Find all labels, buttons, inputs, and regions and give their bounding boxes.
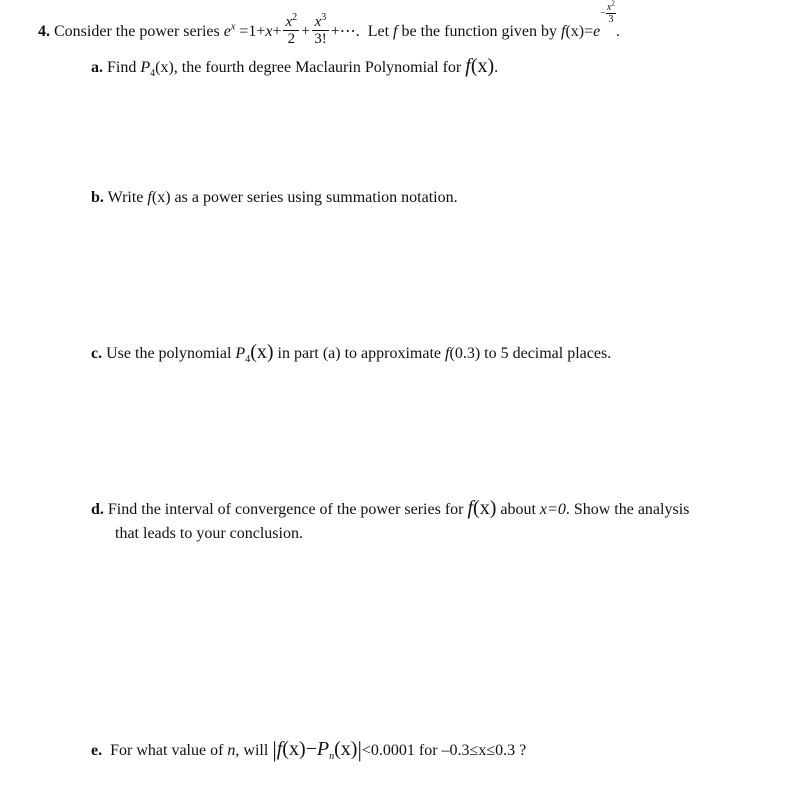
part-a-label: a. [91,59,103,76]
part-b-pre: Write [107,189,144,206]
problem-statement [38,0,620,49]
part-b-f-arg: (x) [151,189,171,206]
fx-exponent [600,2,616,25]
part-e-P: P [316,738,330,760]
part-c-f: f [445,345,450,362]
part-b [91,188,458,208]
part-c-P: P [235,345,246,362]
part-d-line2-text: that leads to your conclusion. [115,525,303,542]
abs-bar-right: | [357,737,362,762]
series-e: e [223,23,231,41]
let-text: Let [367,23,390,41]
fx-period: . [615,23,620,41]
part-c-post: to 5 decimal places. [484,345,612,362]
fx-f: f [561,23,566,41]
part-d-cond: x=0 [539,501,566,518]
part-a-P-sub: 4 [150,68,156,80]
part-a-pre: Find [107,59,137,76]
part-d-about: about [500,501,536,518]
part-d-pre: Find the interval of convergence of the power series for [107,501,464,518]
series-fraction-x2-over-2 [283,14,299,47]
frac1-denominator: 2 [287,31,296,47]
part-e-pre: For what value of [110,742,224,759]
series-formula [223,12,364,47]
part-a-f: f [465,55,471,77]
part-d [91,498,689,520]
part-e-end: ? [519,742,527,759]
fx-exp-num-exp: 2 [611,0,615,8]
part-c-P-sub: 4 [245,354,251,366]
frac1-numerator: x [285,14,293,30]
part-b-f: f [147,189,152,206]
part-a-end: . [494,59,499,76]
series-fraction-x3-over-3fact [312,14,329,47]
frac2-denominator: 3! [314,31,327,47]
part-e-for: for [418,742,438,759]
function-definition [561,0,620,41]
series-e-exponent: x [230,21,236,33]
frac1-numerator-exp: 2 [292,12,298,23]
part-d-post: . Show the analysis [565,501,690,518]
problem-intro: Consider the power series [54,23,220,41]
series-tail: +⋯. [330,23,360,41]
part-d-label: d. [91,501,104,518]
part-e-ineq: <0.0001 [361,742,415,759]
part-b-label: b. [91,189,104,206]
part-e-P-sub: n [329,751,335,763]
part-e-f: f [276,738,283,760]
part-e-minus: − [305,738,317,760]
series-plus-1: + [272,23,282,41]
part-d-line2 [115,524,303,544]
fx-exp-den: 3 [608,14,614,25]
part-e-range: –0.3≤x≤0.3 [441,742,516,759]
part-c-P-arg: (x) [250,341,274,363]
frac2-numerator: x [314,14,322,30]
part-d-f-arg: (x) [473,497,497,519]
problem-number: 4. [38,23,50,41]
part-c-mid: in part (a) to approximate [277,345,442,362]
fx-exp-sign: − [600,7,606,19]
part-c-f-arg: (0.3) [449,345,481,362]
f-letter: f [393,23,398,41]
series-x: x [265,23,273,41]
part-a-P-arg: (x) [155,59,174,76]
series-equals: =1+ [239,23,266,41]
part-a-f-arg: (x) [470,55,495,77]
part-e-f-arg: (x) [282,738,306,760]
part-d-f: f [467,497,474,519]
part-e-label: e. [91,742,103,759]
part-e [91,739,526,761]
abs-bar-left: | [272,737,277,762]
part-a [91,56,498,78]
be-text: be the function given by [401,23,558,41]
part-e-n: n [227,742,236,759]
series-plus-2: + [301,23,311,41]
part-c-label: c. [91,345,103,362]
frac2-numerator-exp: 3 [321,12,327,23]
fx-eq: = [584,23,594,41]
part-c [91,342,611,364]
part-c-pre: Use the polynomial [106,345,232,362]
part-a-post: , the fourth degree Maclaurin Polynomial for [173,59,462,76]
part-e-mid: , will [235,742,269,759]
fx-arg: (x) [565,23,585,41]
part-a-P: P [140,59,151,76]
fx-e: e [593,23,601,41]
part-e-P-arg: (x) [334,738,358,760]
part-b-post: as a power series using summation notation. [174,189,458,206]
fx-exp-num: x [606,2,612,13]
